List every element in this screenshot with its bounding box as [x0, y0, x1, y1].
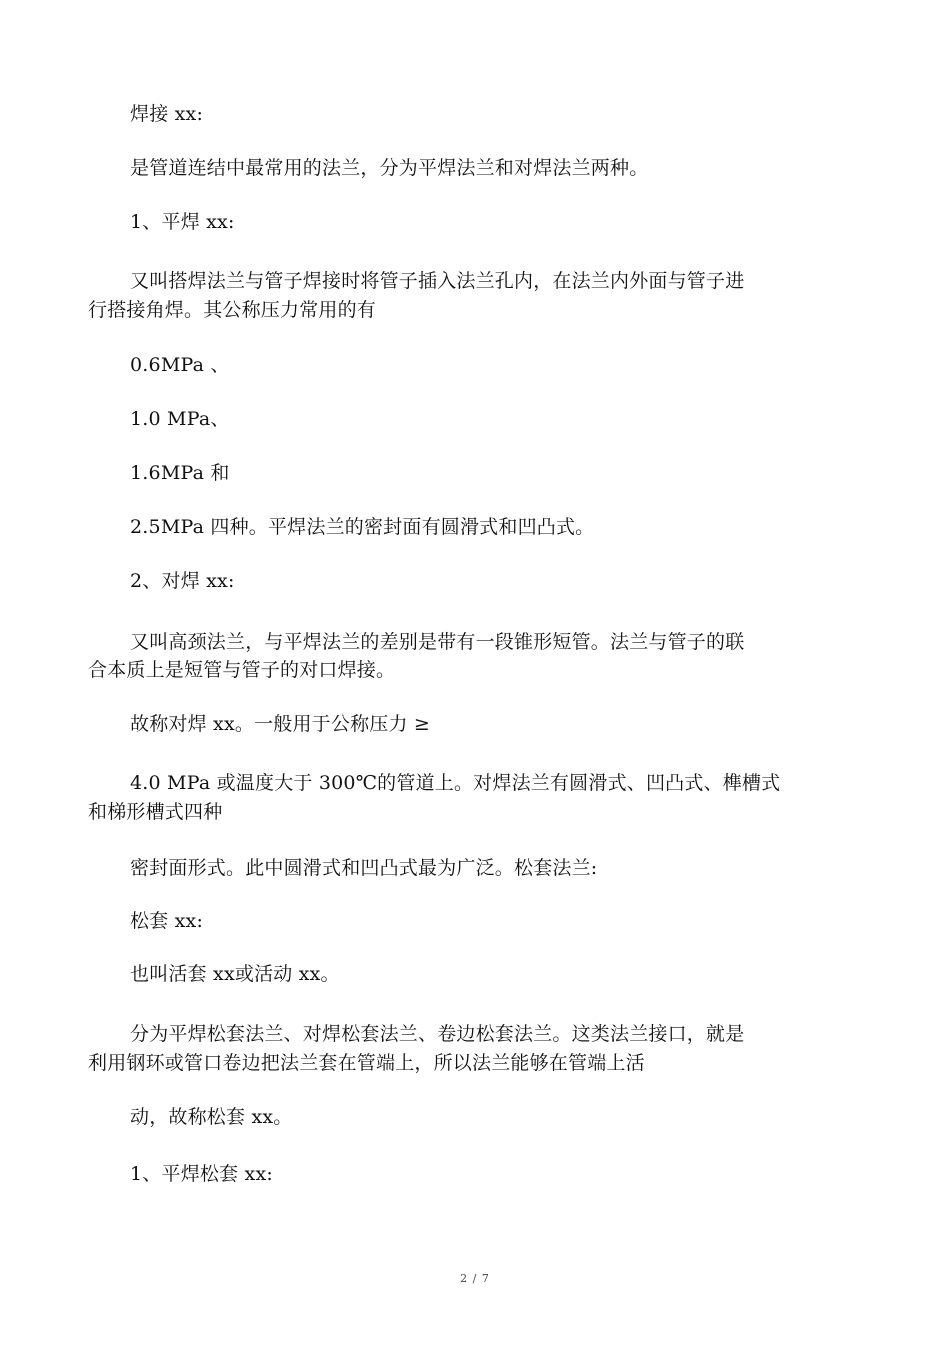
paragraph-line: 合本质上是短管与管子的对口焊接。	[88, 659, 396, 681]
paragraph-line: 也叫活套 xx或活动 xx。	[130, 963, 340, 985]
paragraph-line: 密封面形式。此中圆滑式和凹凸式最为广泛。松套法兰:	[130, 857, 598, 879]
paragraph-line: 行搭接角焊。其公称压力常用的有	[88, 299, 377, 321]
paragraph-line: 分为平焊松套法兰、对焊松套法兰、卷边松套法兰。这类法兰接口，就是	[130, 1023, 745, 1045]
paragraph-line: 1.0 MPa、	[130, 408, 230, 430]
paragraph-line: 和梯形槽式四种	[88, 801, 223, 823]
paragraph-line: 又叫高颈法兰，与平焊法兰的差别是带有一段锥形短管。法兰与管子的联	[130, 631, 745, 653]
paragraph-line: 故称对焊 xx。一般用于公称压力 ≥	[130, 713, 431, 735]
section-heading-loose-flange: 松套 xx:	[130, 910, 204, 932]
page-number: 2 / 7	[460, 1272, 490, 1285]
section-heading-welded-flange: 焊接 xx:	[130, 103, 204, 125]
subheading-slip-on-loose: 1、平焊松套 xx:	[130, 1163, 273, 1185]
paragraph-line: 2.5MPa 四种。平焊法兰的密封面有圆滑式和凹凸式。	[130, 516, 595, 538]
subheading-butt-weld: 2、对焊 xx:	[130, 570, 235, 592]
paragraph-line: 0.6MPa 、	[130, 354, 230, 376]
paragraph-line: 是管道连结中最常用的法兰，分为平焊法兰和对焊法兰两种。	[130, 157, 649, 179]
subheading-slip-on-weld: 1、平焊 xx:	[130, 211, 235, 233]
paragraph-line: 又叫搭焊法兰与管子焊接时将管子插入法兰孔内，在法兰内外面与管子进	[130, 270, 745, 292]
paragraph-line: 4.0 MPa 或温度大于 300℃的管道上。对焊法兰有圆滑式、凹凸式、榫槽式	[130, 772, 781, 794]
paragraph-line: 利用钢环或管口卷边把法兰套在管端上，所以法兰能够在管端上活	[88, 1052, 645, 1074]
paragraph-line: 动，故称松套 xx。	[130, 1106, 293, 1128]
paragraph-line: 1.6MPa 和	[130, 462, 230, 484]
